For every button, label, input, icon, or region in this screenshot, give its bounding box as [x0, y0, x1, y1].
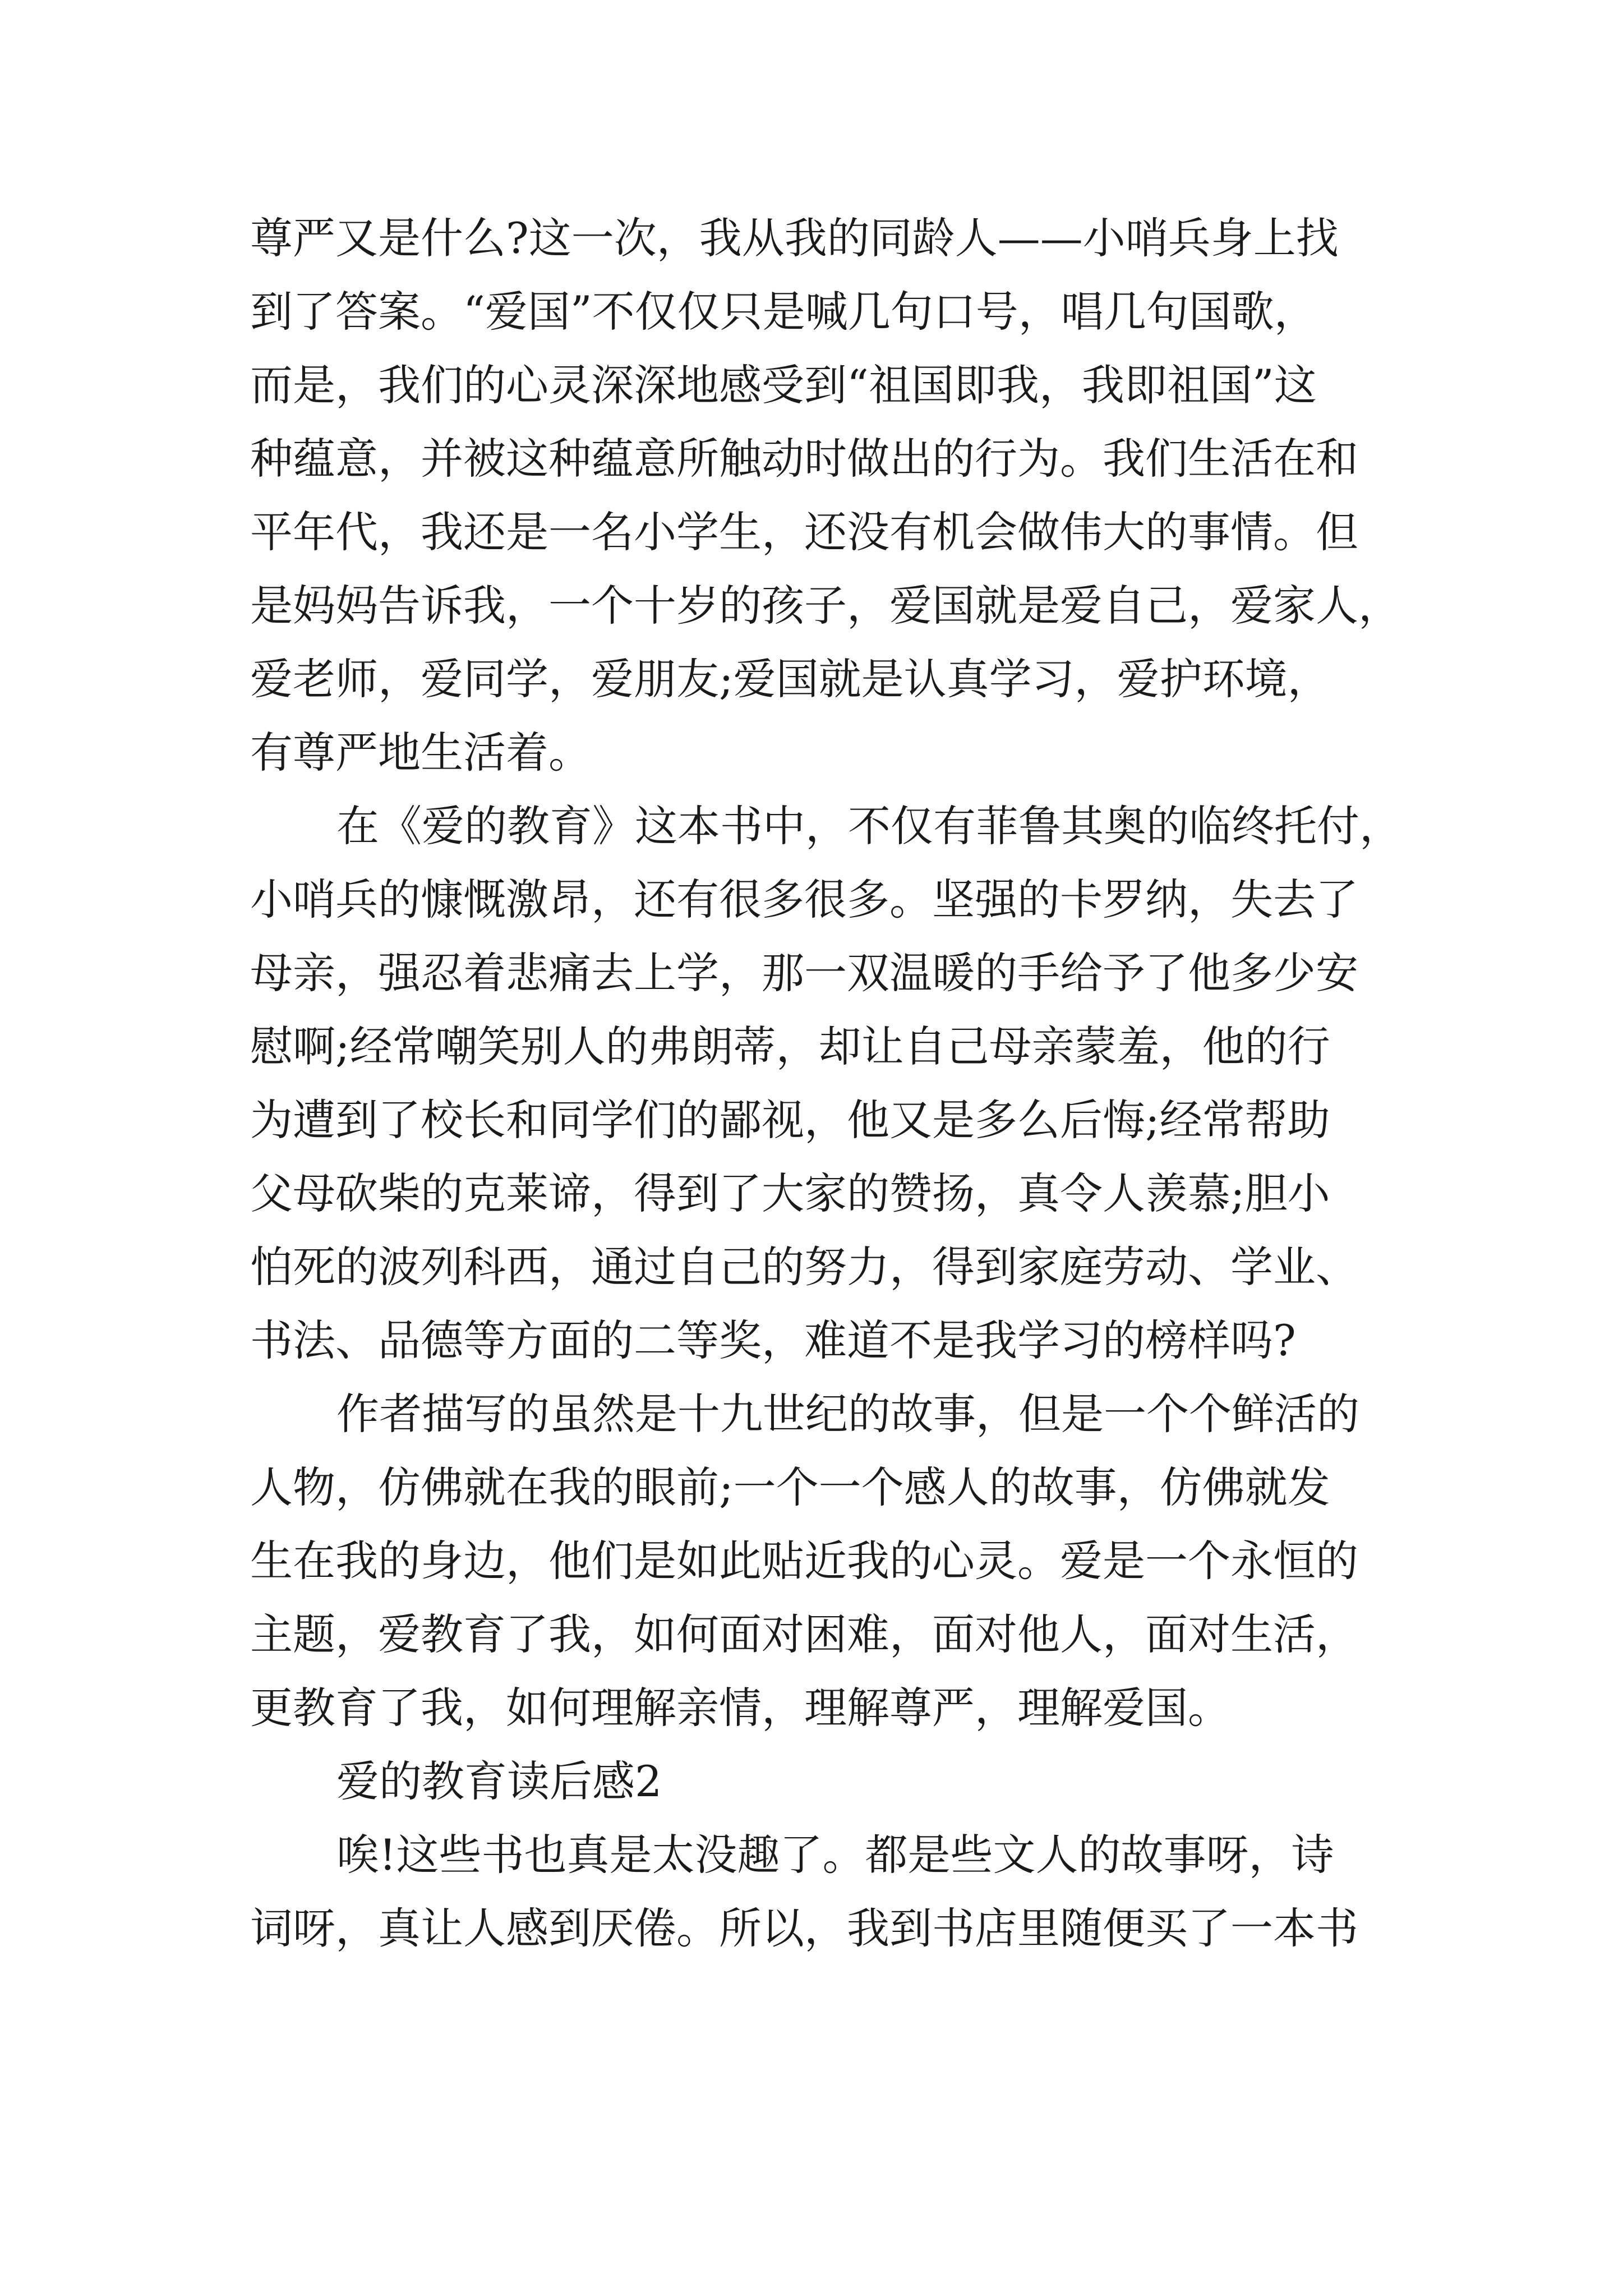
paragraph-start-line: 作者描写的虽然是十九世纪的故事，但是一个个鲜活的	[336, 1389, 1359, 1439]
text-line: 更教育了我，如何理解亲情，理解尊严，理解爱国。	[250, 1683, 1230, 1733]
text-line: 主题，爱教育了我，如何面对困难，面对他人，面对生活，	[250, 1609, 1358, 1659]
text-line: 种蕴意，并被这种蕴意所触动时做出的行为。我们生活在和	[250, 434, 1358, 484]
text-line: 词呀，真让人感到厌倦。所以，我到书店里随便买了一本书	[250, 1903, 1358, 1953]
text-line: 到了答案。“爱国”不仅仅只是喊几句口号，唱几句国歌，	[250, 287, 1317, 337]
text-line: 是妈妈告诉我，一个十岁的孩子，爱国就是爱自己，爱家人，	[250, 581, 1401, 631]
paragraph-start-line: 在《爱的教育》这本书中，不仅有菲鲁其奥的临终托付，	[336, 801, 1402, 851]
text-line: 爱老师，爱同学，爱朋友;爱国就是认真学习，爱护环境，	[250, 654, 1330, 704]
text-line: 慰啊;经常嘲笑别人的弗朗蒂，却让自己母亲蒙羞，他的行	[250, 1022, 1330, 1071]
text-line: 平年代，我还是一名小学生，还没有机会做伟大的事情。但	[250, 507, 1358, 557]
text-line: 而是，我们的心灵深深地感受到“祖国即我，我即祖国”这	[250, 360, 1317, 410]
text-line: 尊严又是什么?这一次，我从我的同龄人——小哨兵身上找	[250, 213, 1339, 263]
section-heading: 爱的教育读后感2	[336, 1756, 662, 1806]
text-line: 小哨兵的慷慨激昂，还有很多很多。坚强的卡罗纳，失去了	[250, 875, 1358, 924]
text-line: 怕死的波列科西，通过自己的努力，得到家庭劳动、学业、	[250, 1242, 1358, 1292]
text-line: 有尊严地生活着。	[250, 728, 591, 777]
text-line: 父母砍柴的克莱谛，得到了大家的赞扬，真令人羡慕;胆小	[250, 1168, 1330, 1218]
text-line: 生在我的身边，他们是如此贴近我的心灵。爱是一个永恒的	[250, 1536, 1358, 1586]
text-line: 人物，仿佛就在我的眼前;一个一个感人的故事，仿佛就发	[250, 1462, 1330, 1512]
text-line: 为遭到了校长和同学们的鄙视，他又是多么后悔;经常帮助	[250, 1095, 1330, 1145]
paragraph-start-line: 唉!这些书也真是太没趣了。都是些文人的故事呀，诗	[336, 1830, 1334, 1880]
text-line: 母亲，强忍着悲痛去上学，那一双温暖的手给予了他多少安	[250, 948, 1358, 998]
text-line: 书法、品德等方面的二等奖，难道不是我学习的榜样吗?	[250, 1315, 1296, 1365]
